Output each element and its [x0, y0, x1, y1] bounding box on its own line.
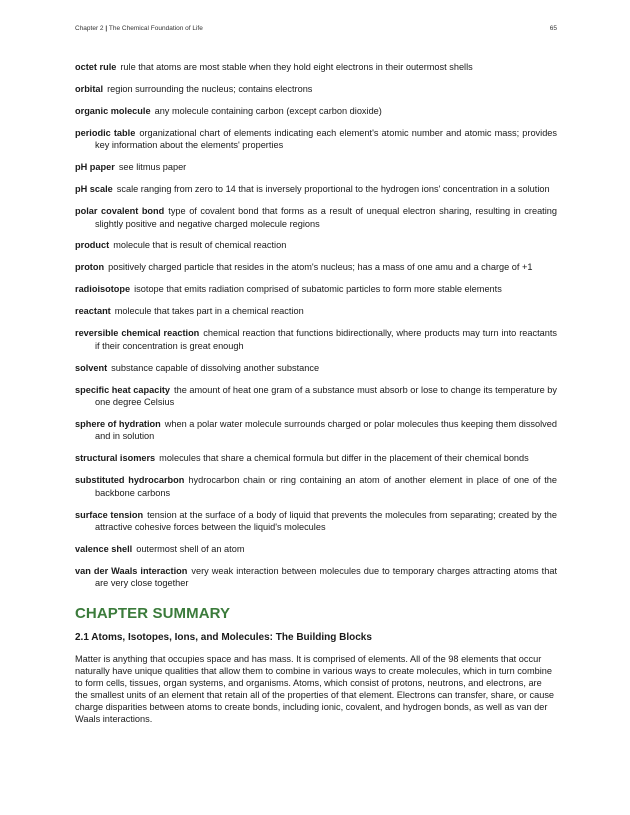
glossary-definition: molecule that takes part in a chemical reaction [114, 306, 304, 317]
glossary-definition: region surrounding the nucleus; contains electrons [107, 83, 313, 94]
glossary-entry [75, 474, 557, 499]
glossary-entry [75, 183, 557, 195]
glossary-definition: tension at the surface of a body of liquid that prevents the molecules from separating; created by the attractive cohesive forces between the liquid's molecules [95, 509, 557, 532]
glossary-definition: scale ranging from zero to 14 that is inversely proportional to the hydrogen ions' concentration in a solution [116, 184, 550, 195]
section-heading: 2.1 Atoms, Isotopes, Ions, and Molecules: The Building Blocks [75, 632, 372, 643]
glossary-entry [75, 127, 557, 152]
glossary-definition: any molecule containing carbon (except carbon dioxide) [154, 105, 382, 116]
glossary-definition: very weak interaction between molecules due to temporary charges attracting atoms that are very close together [95, 565, 557, 589]
glossary-entry [75, 239, 557, 251]
header-chapter: Chapter 2 [75, 25, 104, 32]
glossary-definition: molecules that share a chemical formula but differ in the placement of their chemical bonds [159, 453, 529, 464]
glossary-entry [75, 83, 557, 95]
header-chapter-title: The Chemical Foundation of Life [108, 25, 203, 32]
page-number: 65 [549, 25, 557, 32]
glossary-term: radioisotope [75, 284, 131, 295]
glossary-definition: organizational chart of elements indicating each element's atomic number and atomic mass; provides key information about the elements' properties [95, 127, 558, 151]
glossary-definition: outermost shell of an atom [136, 543, 245, 554]
glossary-definition: see litmus paper [118, 162, 187, 173]
glossary-definition: substance capable of dissolving another substance [111, 362, 320, 373]
glossary-term: specific heat capacity [75, 384, 171, 395]
glossary-entry [75, 418, 557, 443]
glossary-entry [75, 61, 557, 73]
glossary-term: valence shell [75, 543, 133, 554]
glossary-entry [75, 283, 557, 295]
glossary-definition: type of covalent bond that forms as a result of unequal electron sharing, resulting in creating slightly positive and negative charged molecule regions [95, 206, 558, 229]
glossary-entry [75, 261, 557, 273]
summary-paragraph: Matter is anything that occupies space and has mass. It is comprised of elements. All of the 98 elements that occur naturally have unique qualities that allow them to combine in various ways to create molecules, which in turn combine to form cells, tissues, organ systems, and organisms. Atoms, which consist of protons, neutrons, and electrons, are the smallest units of an element that retain all of the properties of that element. Electrons can transfer, share, or cause charge disparities between atoms to create bonds, including ionic, covalent, and hydrogen bonds, as well as van der Waals interactions. [75, 654, 555, 724]
glossary-term: pH paper [75, 162, 115, 173]
glossary-definition: the amount of heat one gram of a substance must absorb or lose to change its temperature by one degree Celsius [95, 384, 558, 407]
glossary-term: substituted hydrocarbon [75, 475, 185, 486]
glossary-term: structural isomers [75, 453, 156, 464]
glossary-definition: hydrocarbon chain or ring containing an atom of another element in place of one of the backbone carbons [95, 475, 557, 498]
glossary-term: octet rule [75, 62, 117, 72]
glossary-definition: rule that atoms are most stable when they hold eight electrons in their outermost shells [120, 62, 473, 72]
header-separator: | [105, 25, 108, 32]
glossary-entry [75, 543, 557, 555]
glossary-definition: positively charged particle that resides in the atom's nucleus; has a mass of one amu and a charge of +1 [108, 262, 533, 273]
glossary-term: pH scale [75, 184, 113, 195]
glossary-definition: when a polar water molecule surrounds charged or polar molecules thus keeping them dissolved and in solution [95, 418, 557, 442]
glossary-term: orbital [75, 83, 104, 94]
glossary-term: sphere of hydration [75, 418, 161, 429]
glossary-entry [75, 362, 557, 374]
glossary-entry [75, 565, 557, 590]
glossary-entry [75, 305, 557, 317]
glossary-term: reactant [75, 306, 111, 317]
glossary-definition: molecule that is result of chemical reaction [113, 240, 287, 251]
glossary-term: proton [75, 262, 105, 273]
glossary-entry [75, 384, 557, 409]
glossary-entry [75, 205, 557, 230]
glossary-entry [75, 105, 557, 117]
glossary-definition: chemical reaction that functions bidirectionally, where products may turn into reactants if their concentration is great enough [95, 328, 557, 351]
glossary-term: solvent [75, 362, 108, 373]
glossary-entry [75, 452, 557, 464]
glossary-term: van der Waals interaction [75, 565, 188, 576]
glossary-definition: isotope that emits radiation comprised of subatomic particles to form more stable elements [134, 284, 502, 295]
glossary-entry [75, 509, 557, 534]
glossary-term: polar covalent bond [75, 206, 165, 217]
glossary-entry [75, 327, 557, 352]
glossary-list [75, 61, 557, 599]
header-chapter-info [75, 25, 203, 32]
glossary-entry [75, 161, 557, 173]
chapter-summary-heading: CHAPTER SUMMARY [75, 605, 231, 622]
glossary-term: product [75, 240, 110, 251]
glossary-term: surface tension [75, 509, 144, 520]
glossary-term: organic molecule [75, 105, 151, 116]
glossary-term: periodic table [75, 127, 136, 138]
running-header [75, 25, 557, 32]
glossary-term: reversible chemical reaction [75, 328, 200, 339]
